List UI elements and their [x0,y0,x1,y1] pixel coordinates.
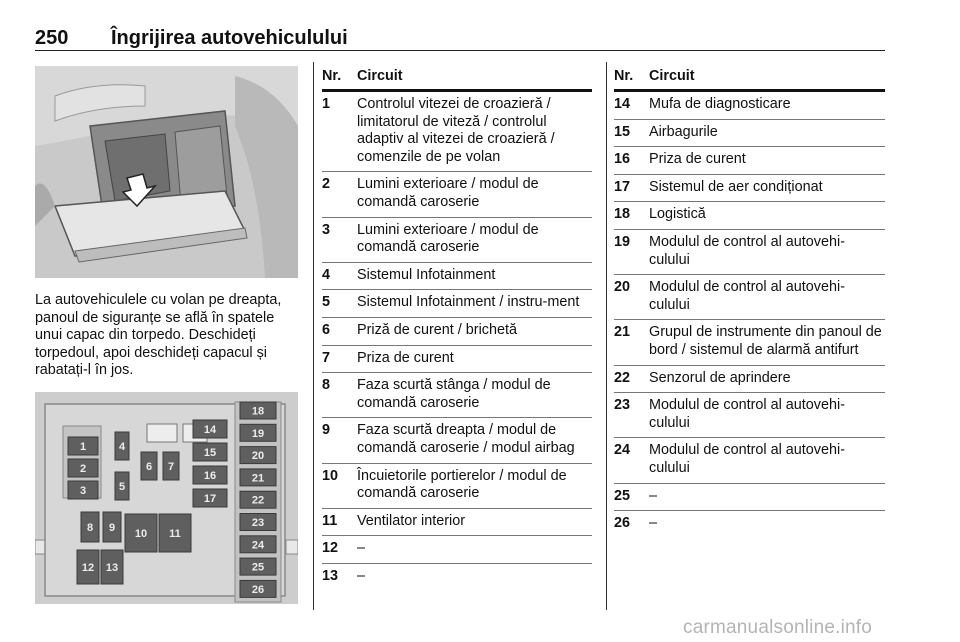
fuse-label: 13 [105,562,119,574]
table-row [614,120,885,148]
circuit-name: Grupul de instrumente din panoul de bord / sistemul de alarmă antifurt [649,324,882,358]
fuse-number: 16 [614,151,631,168]
circuit-name: Controlul vitezei de croazieră / limitatorul de viteză / controlul adaptiv al vitezei de croazieră / comenzile de pe volan [357,96,555,165]
table-header [322,68,592,90]
table-row [614,438,885,483]
fuse-9 [103,512,121,542]
circuit-name: Modulul de control al autovehi-culului [649,397,845,431]
fuse-number: 14 [614,96,631,112]
table-row [322,564,592,591]
table-row [614,393,885,438]
fuse-table-2 [614,68,885,538]
fuse-2 [68,459,98,477]
page-title: Îngrijirea autovehiculului [111,27,348,49]
fuse-number: 18 [614,206,631,223]
table-row [322,318,592,346]
table-row [614,320,885,365]
fuse-number: 9 [322,422,331,439]
column-divider-left [313,62,314,610]
fuse-number: 10 [322,467,339,484]
table-row [614,511,885,538]
fuse-number: 2 [322,176,331,193]
fuse-box-diagram [35,392,298,604]
fuse-label: 7 [167,461,175,473]
column-header-nr: Nr. [614,68,634,84]
table-row [614,92,885,120]
fuse-25 [240,558,276,575]
table-row [614,484,885,512]
table-row [614,275,885,320]
fuse-box-drawing [35,392,298,604]
circuit-name: Priză de curent / brichetă [357,321,517,338]
fuse-label: 11 [169,528,181,540]
fuse-number: 11 [322,512,338,529]
circuit-name: Lumini exterioare / modul de comandă caroserie [357,221,539,256]
circuit-name: – [649,487,658,504]
table-row [322,218,592,263]
fuse-17 [193,489,227,507]
fuse-5 [115,472,129,500]
fuse-label: 18 [251,405,265,418]
circuit-name: Modulul de control al autovehi-culului [649,442,845,476]
fuse-number: 15 [614,123,631,140]
fuse-number: 5 [322,294,331,311]
circuit-name: Modulul de control al autovehi-culului [649,233,845,268]
fuse-number: 8 [322,377,331,394]
fuse-number: 3 [322,221,331,238]
fuse-18 [240,402,276,419]
fuse-number: 21 [614,324,631,341]
fuse-number: 1 [322,96,331,112]
fuse-number: 7 [322,349,331,366]
fuse-24 [240,536,276,553]
fuse-number: 12 [322,540,339,557]
column-divider-right [606,62,607,610]
fuse-label: 22 [251,494,265,507]
circuit-name: Încuietorile portierelor / modul de comandă caroserie [357,467,567,502]
page-number: 250 [35,27,69,49]
fuse-label: 4 [118,441,126,453]
fuse-number: 24 [614,442,631,459]
table-row [322,418,592,463]
circuit-name: Mufa de diagnosticare [649,96,791,112]
fuse-26 [240,580,276,597]
table-row [614,230,885,275]
fuse-number: 23 [614,397,631,414]
fuse-label: 23 [251,517,265,529]
fuse-8 [81,512,99,542]
fuse-13 [101,550,123,584]
fuse-label: 15 [203,447,217,459]
circuit-name: Senzorul de aprindere [649,369,791,386]
table-row [614,175,885,203]
fuse-label: 26 [251,583,265,596]
table-row [322,509,592,537]
fuse-number: 25 [614,487,631,504]
page-header [35,27,885,51]
circuit-name: Sistemul Infotainment / instru-ment [357,294,580,311]
fuse-number: 6 [322,321,331,338]
glovebox-drawing [35,66,298,278]
table-row [614,202,885,230]
fuse-21 [240,469,276,486]
table-row [614,147,885,175]
table-row [322,263,592,291]
fuse-number: 19 [614,233,631,250]
circuit-name: Priza de curent [357,349,454,366]
fuse-label: 14 [203,424,217,436]
fuse-label: 12 [81,562,95,574]
fuse-number: 17 [614,178,631,195]
circuit-name: Lumini exterioare / modul de comandă caroserie [357,176,539,210]
table-row [614,366,885,394]
fuse-15 [193,443,227,461]
table-row [322,172,592,217]
fuse-23 [240,514,276,531]
fuse-1 [68,437,98,455]
column-header-circuit: Circuit [357,68,403,84]
fuse-label: 19 [251,427,265,440]
fuse-label: 2 [79,463,87,475]
fuse-number: 22 [614,369,631,386]
fuse-label: 8 [86,522,94,534]
column-header-nr: Nr. [322,68,342,84]
fuse-label: 21 [251,472,265,485]
fuse-number: 26 [614,515,631,532]
table-row [322,464,592,509]
circuit-name: Ventilator interior [357,512,465,529]
fuse-12 [77,550,99,584]
header-rule [35,50,885,51]
fuse-4 [115,432,129,460]
watermark-text: carmanualsonline.info [683,617,873,638]
fuse-label: 1 [79,441,87,453]
circuit-name: Sistemul de aer condiționat [649,178,823,195]
fuse-22 [240,491,276,508]
fuse-number: 4 [322,266,331,283]
fuse-label: 9 [108,522,116,534]
circuit-name: Faza scurtă dreapta / modul de comandă caroserie / modul airbag [357,422,575,456]
fuse-label: 24 [251,539,265,552]
fuse-3 [68,481,98,499]
fuse-label: 10 [134,528,148,540]
table-header [614,68,885,90]
fuse-7 [163,452,179,480]
fuse-number: 20 [614,279,631,296]
circuit-name: – [649,515,658,532]
fuse-label: 3 [79,485,87,497]
fuse-label: 5 [118,481,126,493]
fuse-16 [193,466,227,484]
fuse-6 [141,452,157,480]
fuse-19 [240,424,276,441]
caption-text: La autovehiculele cu volan pe dreapta, panoul de siguranțe se află în spatele unui capac din torpedo. Deschideți torpedoul, apoi deschideți capacul și rabatați-l în jos. [35,292,282,379]
table-row [322,92,592,172]
circuit-name: Airbagurile [649,123,718,140]
fuse-label: 6 [145,461,153,473]
fuse-label: 25 [251,561,265,574]
circuit-name: – [357,540,366,557]
table-row [322,290,592,318]
table-row [322,373,592,418]
circuit-name: Modulul de control al autovehi-culului [649,279,845,313]
fuse-label: 16 [203,470,217,482]
fuse-number: 13 [322,567,339,584]
fuse-10 [125,514,157,552]
fuse-14 [193,420,227,438]
fuse-11 [159,514,191,552]
circuit-name: Priza de curent [649,151,746,168]
table-row [322,346,592,374]
column-header-circuit: Circuit [649,68,695,84]
fuse-label: 17 [203,493,217,505]
glovebox-illustration [35,66,298,278]
circuit-name: – [357,567,366,584]
fuse-20 [240,447,276,464]
circuit-name: Sistemul Infotainment [357,266,496,283]
fuse-table-1 [322,68,592,590]
circuit-name: Faza scurtă stânga / modul de comandă caroserie [357,377,551,411]
table-row [322,536,592,564]
circuit-name: Logistică [649,206,706,223]
fuse-label: 20 [251,450,265,463]
